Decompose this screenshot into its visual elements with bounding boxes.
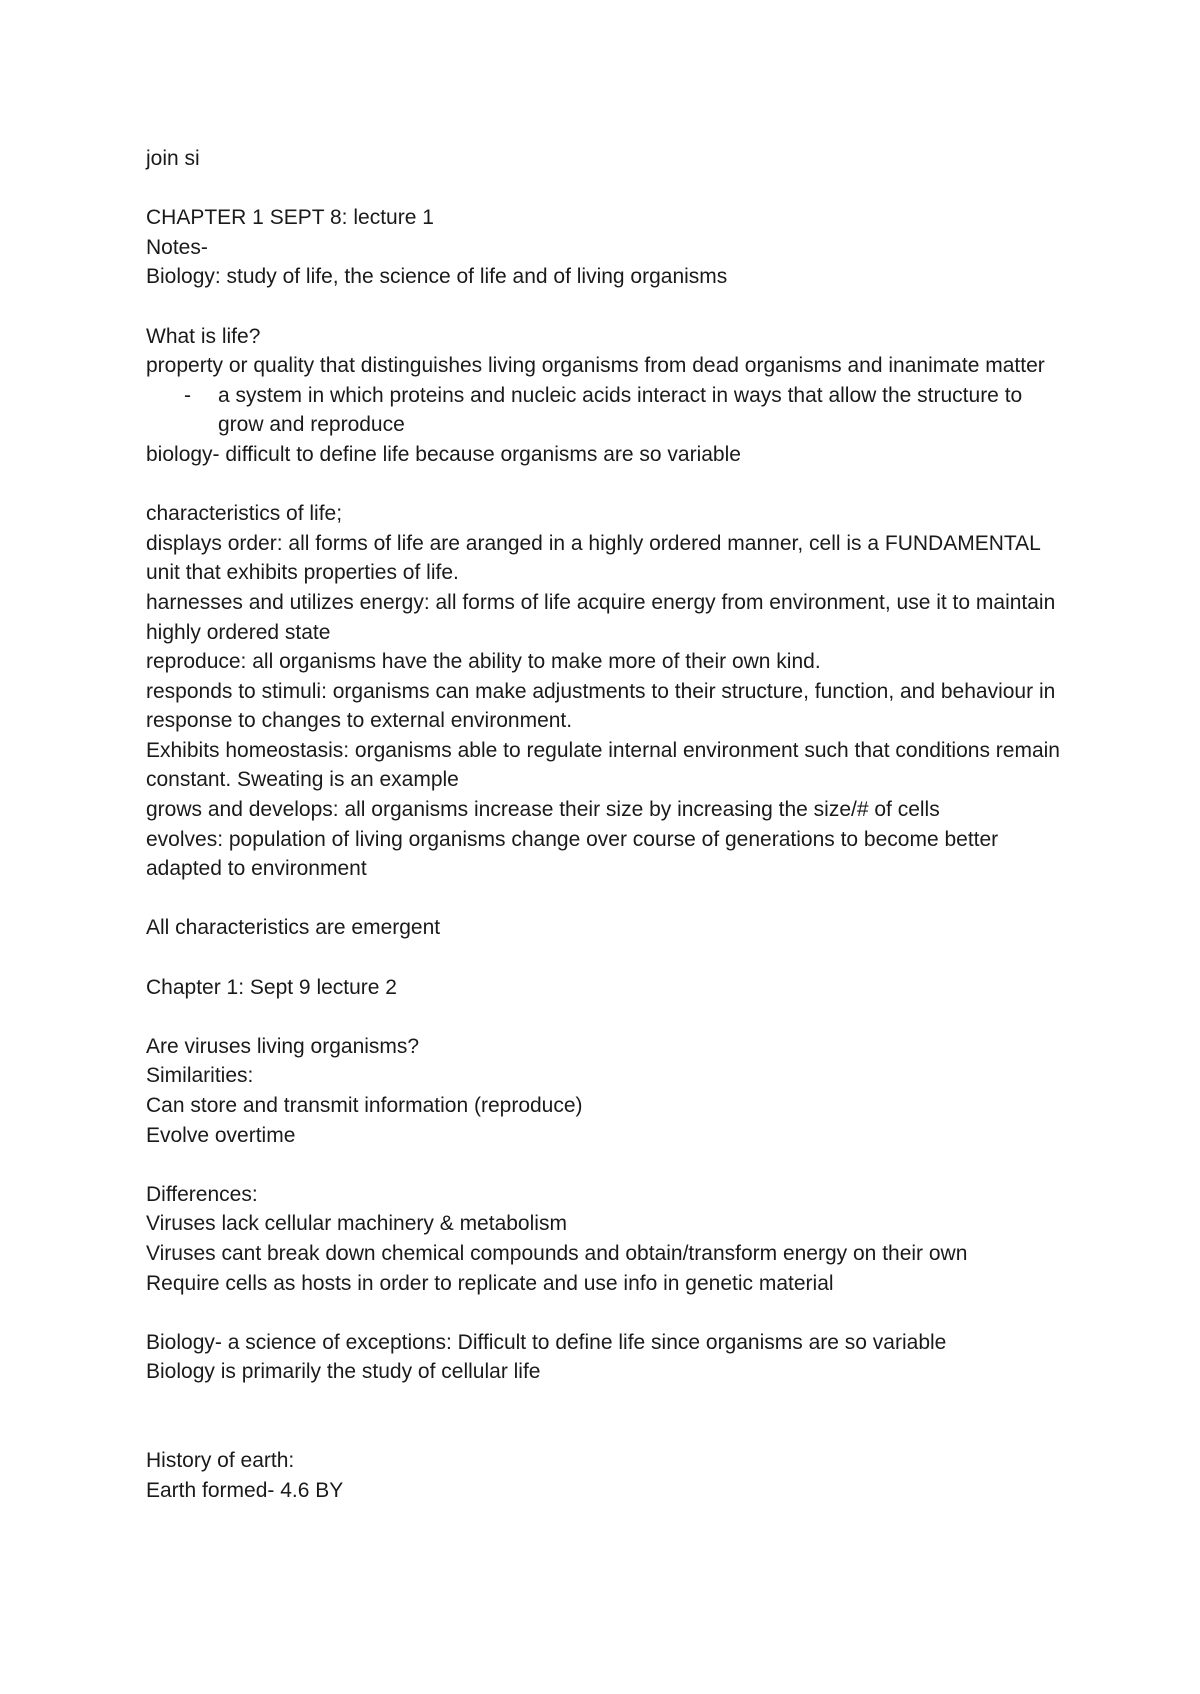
text-line: property or quality that distinguishes living organisms from dead organisms and inanimate matter [146, 354, 1045, 378]
text-line: grows and develops: all organisms increase their size by increasing the size/# of cells [146, 798, 940, 822]
text-line: responds to stimuli: organisms can make adjustments to their structure, function, and behaviour in response to changes to external environment. [146, 679, 1056, 733]
blank-line [146, 1002, 1066, 1032]
list-item [146, 381, 1066, 440]
text-line: Biology: study of life, the science of life and of living organisms [146, 265, 728, 289]
blank-line [146, 1417, 1066, 1447]
text-line: characteristics of life; [146, 502, 343, 526]
heading-chapter-1-lecture-1: CHAPTER 1 SEPT 8: lecture 1 [146, 206, 434, 230]
blank-line [146, 174, 1066, 204]
text-line: Differences: [146, 1182, 258, 1206]
blank-line [146, 1298, 1066, 1328]
text-line: What is life? [146, 324, 261, 348]
text-line: displays order: all forms of life are aranged in a highly ordered manner, cell is a FUNDAMENTAL unit that exhibits properties of life. [146, 531, 1041, 585]
text-line: Viruses lack cellular machinery & metabolism [146, 1212, 567, 1236]
text-line: Are viruses living organisms? [146, 1034, 420, 1058]
text-line: evolves: population of living organisms change over course of generations to become better adapted to environment [146, 827, 999, 881]
text-line: Viruses cant break down chemical compounds and obtain/transform energy on their own [146, 1241, 968, 1265]
list-item-text: a system in which proteins and nucleic acids interact in ways that allow the structure to grow and reproduce [218, 383, 1023, 437]
blank-line [146, 1150, 1066, 1180]
text-line: Similarities: [146, 1064, 254, 1088]
bullet-marker: - [184, 383, 191, 407]
text-line: Exhibits homeostasis: organisms able to regulate internal environment such that conditions remain constant. Sweating is an example [146, 738, 1060, 792]
heading-history-of-earth: History of earth: [146, 1449, 295, 1473]
blank-line [146, 884, 1066, 914]
text-line: Require cells as hosts in order to replicate and use info in genetic material [146, 1271, 834, 1295]
text-line: reproduce: all organisms have the ability to make more of their own kind. [146, 650, 821, 674]
text-line: Biology- a science of exceptions: Difficult to define life since organisms are so variable [146, 1330, 947, 1354]
blank-line [146, 470, 1066, 500]
text-line: Can store and transmit information (reproduce) [146, 1094, 583, 1117]
text-line: Biology is primarily the study of cellular life [146, 1360, 541, 1384]
blank-line [146, 1387, 1066, 1417]
text-line: Evolve overtime [146, 1123, 296, 1147]
text-line: All characteristics are emergent [146, 916, 441, 940]
text-line: Earth formed- 4.6 BY [146, 1478, 344, 1502]
text-line: biology- difficult to define life because organisms are so variable [146, 442, 741, 466]
blank-line [146, 943, 1066, 973]
blank-line [146, 292, 1066, 322]
text-line: Notes- [146, 235, 208, 259]
text-line: harnesses and utilizes energy: all forms of life acquire energy from environment, use it to maintain highly ordered state [146, 590, 1056, 644]
document-page [146, 144, 1066, 1505]
text-line: join si [146, 147, 200, 170]
heading-chapter-1-lecture-2: Chapter 1: Sept 9 lecture 2 [146, 975, 397, 999]
